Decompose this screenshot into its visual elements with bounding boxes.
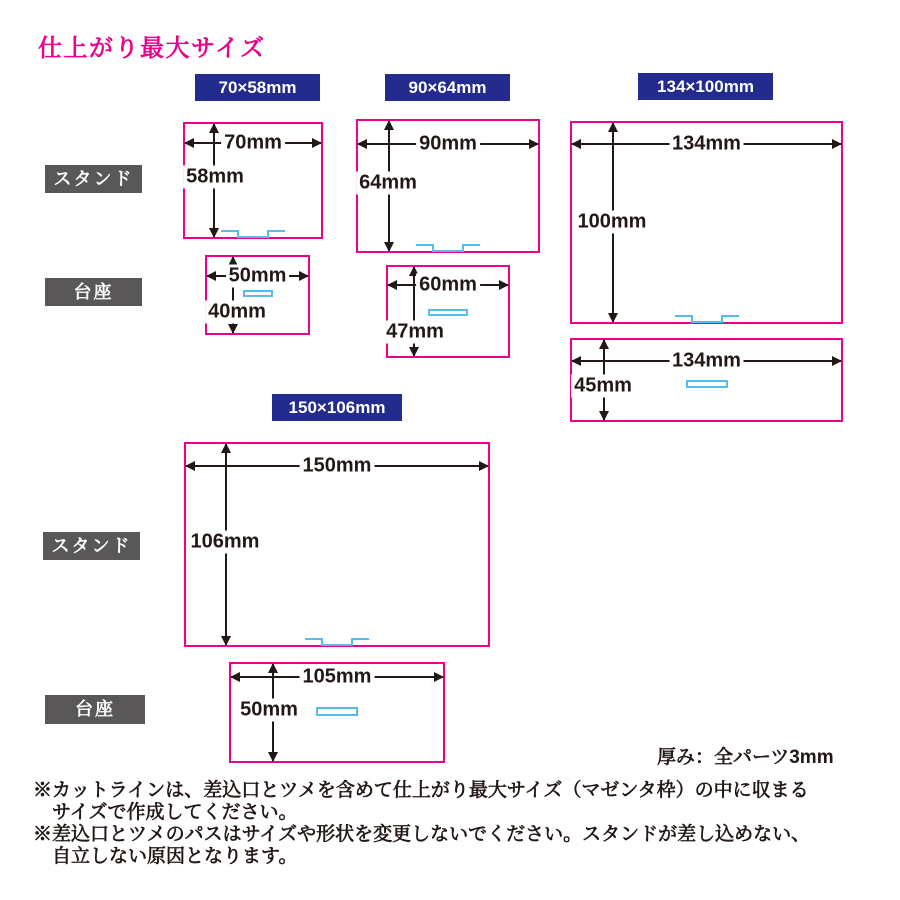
base-frame-60x47 xyxy=(386,265,510,358)
width-dimension: 90mm xyxy=(416,133,480,156)
insert-tab-notch xyxy=(674,314,740,324)
stand-frame-134x100 xyxy=(570,121,843,324)
row-label-stand-top: スタンド xyxy=(45,165,142,193)
insert-slot xyxy=(243,290,273,297)
base-frame-50x40 xyxy=(205,255,310,335)
base-frame-105x50 xyxy=(229,662,445,763)
height-dimension: 40mm xyxy=(205,301,269,324)
base-frame-134x45 xyxy=(570,338,843,422)
row-label-base-bottom: 台座 xyxy=(45,695,145,724)
insert-slot xyxy=(686,380,728,388)
width-dimension: 105mm xyxy=(300,666,375,689)
height-dimension: 50mm xyxy=(237,699,301,722)
stand-frame-150x106 xyxy=(184,442,490,647)
width-dimension: 134mm xyxy=(669,133,744,156)
insert-tab-notch xyxy=(304,637,370,647)
footnote-line: 自立しない原因となります。 xyxy=(52,846,298,867)
footnote-line: ※差込口とツメのパスはサイズや形状を変更しないでください。スタンドが差し込めない、 xyxy=(33,824,811,845)
height-dimension: 45mm xyxy=(571,375,635,398)
thickness-note: 厚み：全パーツ3mm xyxy=(657,747,834,768)
size-badge-150x106: 150×106mm xyxy=(272,394,402,421)
height-dimension: 47mm xyxy=(383,321,447,344)
footnotes xyxy=(33,780,810,868)
stand-frame-90x64 xyxy=(356,119,540,253)
row-label-base-top: 台座 xyxy=(45,278,142,306)
insert-tab-notch xyxy=(415,243,481,253)
width-dimension: 150mm xyxy=(300,455,375,478)
size-badge-90x64: 90×64mm xyxy=(385,74,510,101)
width-dimension: 134mm xyxy=(669,350,744,373)
size-badge-134x100: 134×100mm xyxy=(638,73,773,100)
height-dimension: 106mm xyxy=(188,531,263,554)
height-dimension: 100mm xyxy=(575,211,650,234)
height-dimension: 64mm xyxy=(356,172,420,195)
size-badge-70x58: 70×58mm xyxy=(195,74,320,101)
insert-slot xyxy=(428,309,468,316)
footnote-line: サイズで作成してください。 xyxy=(52,802,298,823)
width-dimension: 70mm xyxy=(221,132,285,155)
height-dimension: 58mm xyxy=(183,166,247,189)
width-dimension: 60mm xyxy=(416,274,480,297)
page-title: 仕上がり最大サイズ xyxy=(38,35,266,62)
stand-frame-70x58 xyxy=(183,122,323,239)
insert-tab-notch xyxy=(220,229,286,239)
footnote-line: ※カットラインは、差込口とツメを含めて仕上がり最大サイズ（マゼンタ枠）の中に収まる xyxy=(33,780,809,801)
row-label-stand-bottom: スタンド xyxy=(43,532,140,560)
insert-slot xyxy=(316,707,358,716)
width-dimension: 50mm xyxy=(226,265,290,288)
